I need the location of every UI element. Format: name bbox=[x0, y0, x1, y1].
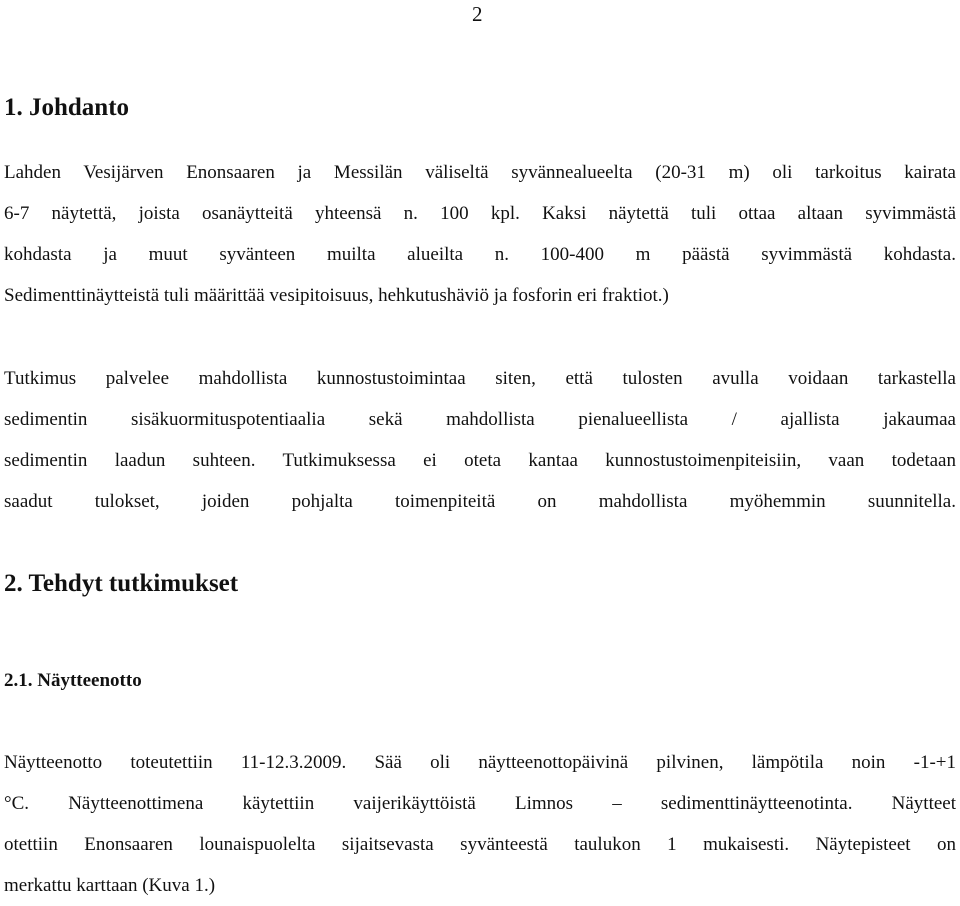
paragraph-line: otettiin Enonsaaren lounaispuolelta sijaitsevasta syvänteestä taulukon 1 mukaisesti. Näytepisteet on bbox=[4, 834, 956, 855]
paragraph-line: Lahden Vesijärven Enonsaaren ja Messilän väliseltä syvännealueelta (20-31 m) oli tarkoitus kairata bbox=[4, 162, 956, 183]
intro-paragraph-1 bbox=[4, 152, 956, 316]
paragraph-line: Näytteenotto toteutettiin 11-12.3.2009. Sää oli näytteenottopäivinä pilvinen, lämpötila noin -1-+1 bbox=[4, 752, 956, 773]
intro-paragraph-2 bbox=[4, 358, 956, 522]
paragraph-line: saadut tulokset, joiden pohjalta toimenpiteitä on mahdollista myöhemmin suunnitella. bbox=[4, 491, 956, 512]
paragraph-line: °C. Näytteenottimena käytettiin vaijerikäyttöistä Limnos – sedimenttinäytteenotinta. Näytteet bbox=[4, 793, 956, 814]
paragraph-line: 6-7 näytettä, joista osanäytteitä yhteensä n. 100 kpl. Kaksi näytettä tuli ottaa altaan syvimmästä bbox=[4, 203, 956, 224]
sampling-paragraph bbox=[4, 742, 956, 906]
section-heading-johdanto: 1. Johdanto bbox=[4, 94, 130, 121]
paragraph-line: Tutkimus palvelee mahdollista kunnostustoimintaa siten, että tulosten avulla voidaan tarkastella bbox=[4, 368, 956, 389]
paragraph-line: kohdasta ja muut syvänteen muilta alueilta n. 100-400 m päästä syvimmästä kohdasta. bbox=[4, 244, 956, 265]
paragraph-line: Sedimenttinäytteistä tuli määrittää vesipitoisuus, hehkutushäviö ja fosforin eri fraktiot.) bbox=[4, 285, 669, 306]
subsection-heading-naytteenotto: 2.1. Näytteenotto bbox=[4, 670, 142, 691]
paragraph-line: sedimentin laadun suhteen. Tutkimuksessa ei oteta kantaa kunnostustoimenpiteisiin, vaan todetaan bbox=[4, 450, 956, 471]
paragraph-line: sedimentin sisäkuormituspotentiaalia sekä mahdollista pienalueellista / ajallista jakaumaa bbox=[4, 409, 956, 430]
paragraph-line: merkattu karttaan (Kuva 1.) bbox=[4, 875, 216, 896]
page-number: 2 bbox=[472, 2, 483, 26]
section-heading-tehdyt-tutkimukset: 2. Tehdyt tutkimukset bbox=[4, 570, 239, 597]
